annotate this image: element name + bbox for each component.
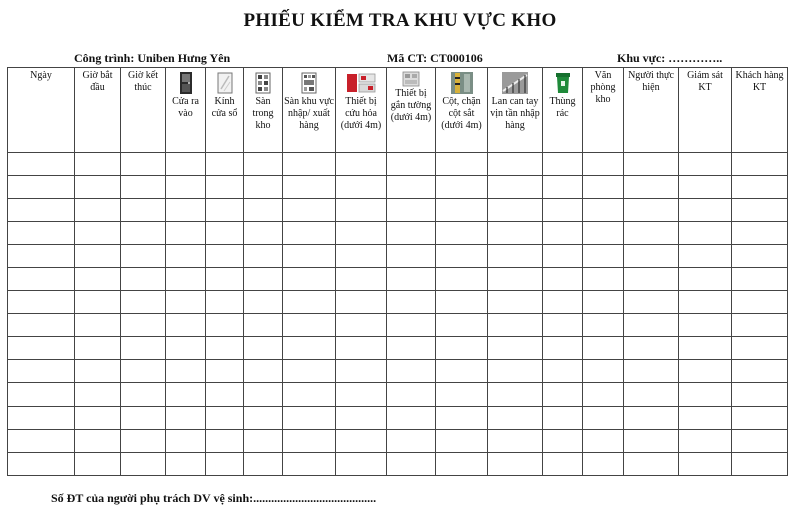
table-cell[interactable] — [206, 153, 244, 176]
col-wall-equipment — [387, 68, 436, 153]
table-cell[interactable] — [543, 429, 583, 452]
table-cell[interactable] — [624, 360, 679, 383]
table-cell[interactable] — [336, 406, 387, 429]
table-cell[interactable] — [283, 291, 336, 314]
table-cell[interactable] — [436, 429, 488, 452]
table-cell[interactable] — [732, 314, 788, 337]
table-row — [8, 360, 788, 383]
col-start-time — [75, 68, 121, 153]
table-cell[interactable] — [166, 176, 206, 199]
table-cell[interactable] — [8, 360, 75, 383]
table-cell[interactable] — [679, 429, 732, 452]
table-cell[interactable] — [543, 222, 583, 245]
table-cell[interactable] — [75, 452, 121, 475]
table-cell[interactable] — [583, 153, 624, 176]
col-end-time — [121, 68, 166, 153]
table-cell[interactable] — [244, 176, 283, 199]
table-cell[interactable] — [121, 291, 166, 314]
col-fire-equipment-label: Thiết bị cứu hỏa (dưới 4m) — [340, 96, 382, 131]
table-cell[interactable] — [583, 222, 624, 245]
table-cell[interactable] — [8, 314, 75, 337]
table-cell[interactable] — [732, 429, 788, 452]
table-cell[interactable] — [336, 383, 387, 406]
table-cell[interactable] — [436, 153, 488, 176]
table-cell[interactable] — [206, 406, 244, 429]
col-loading-area-floor-label: Sàn khu vực nhập/ xuất hàng — [284, 96, 334, 131]
table-cell[interactable] — [75, 406, 121, 429]
col-steel-column — [436, 68, 488, 153]
table-cell[interactable] — [336, 222, 387, 245]
table-cell[interactable] — [121, 383, 166, 406]
table-cell[interactable] — [336, 245, 387, 268]
table-cell[interactable] — [283, 360, 336, 383]
table-cell[interactable] — [244, 222, 283, 245]
table-cell[interactable] — [436, 314, 488, 337]
table-cell[interactable] — [679, 314, 732, 337]
table-cell[interactable] — [244, 360, 283, 383]
header-row — [8, 68, 788, 153]
table-cell[interactable] — [244, 245, 283, 268]
table-cell[interactable] — [283, 153, 336, 176]
table-cell[interactable] — [543, 360, 583, 383]
table-cell[interactable] — [387, 429, 436, 452]
col-technical-supervisor-label: Giám sát KT — [687, 70, 723, 93]
table-cell[interactable] — [8, 337, 75, 360]
table-cell[interactable] — [543, 245, 583, 268]
table-cell[interactable] — [8, 429, 75, 452]
table-cell[interactable] — [583, 337, 624, 360]
table-cell[interactable] — [244, 383, 283, 406]
table-cell[interactable] — [206, 222, 244, 245]
table-cell[interactable] — [583, 406, 624, 429]
table-cell[interactable] — [436, 199, 488, 222]
table-cell[interactable] — [206, 452, 244, 475]
table-cell[interactable] — [436, 245, 488, 268]
table-cell[interactable] — [121, 452, 166, 475]
table-row — [8, 245, 788, 268]
table-cell[interactable] — [283, 222, 336, 245]
table-row — [8, 452, 788, 475]
table-cell[interactable] — [624, 337, 679, 360]
table-cell[interactable] — [166, 406, 206, 429]
table-cell[interactable] — [121, 406, 166, 429]
table-row — [8, 153, 788, 176]
table-cell[interactable] — [166, 245, 206, 268]
table-cell[interactable] — [543, 383, 583, 406]
railing-icon — [501, 71, 529, 95]
col-trash-bin-label: Thùng rác — [549, 96, 576, 119]
table-cell[interactable] — [679, 291, 732, 314]
table-cell[interactable] — [244, 337, 283, 360]
table-cell[interactable] — [8, 153, 75, 176]
table-cell[interactable] — [8, 383, 75, 406]
table-cell[interactable] — [166, 383, 206, 406]
table-cell[interactable] — [283, 314, 336, 337]
phone-contact-line: Số ĐT của người phụ trách DV vệ sinh:......................................... — [51, 491, 377, 505]
table-cell[interactable] — [283, 406, 336, 429]
table-cell[interactable] — [488, 452, 543, 475]
steel-column-icon — [450, 71, 474, 95]
col-start-time-label: Giờ bắt đầu — [82, 70, 113, 93]
table-cell[interactable] — [543, 153, 583, 176]
table-cell[interactable] — [387, 337, 436, 360]
col-loading-area-floor — [283, 68, 336, 153]
table-cell[interactable] — [583, 268, 624, 291]
table-cell[interactable] — [336, 176, 387, 199]
table-cell[interactable] — [8, 245, 75, 268]
table-row — [8, 429, 788, 452]
table-cell[interactable] — [436, 337, 488, 360]
table-cell[interactable] — [436, 383, 488, 406]
table-cell[interactable] — [166, 314, 206, 337]
col-end-time-label: Giờ kết thúc — [127, 70, 158, 93]
wall-equipment-icon — [401, 71, 421, 87]
table-cell[interactable] — [679, 268, 732, 291]
table-cell[interactable] — [488, 406, 543, 429]
table-cell[interactable] — [624, 176, 679, 199]
table-cell[interactable] — [75, 360, 121, 383]
table-cell[interactable] — [283, 337, 336, 360]
table-cell[interactable] — [121, 222, 166, 245]
table-cell[interactable] — [166, 268, 206, 291]
table-cell[interactable] — [488, 429, 543, 452]
table-cell[interactable] — [121, 153, 166, 176]
table-cell[interactable] — [75, 383, 121, 406]
table-row — [8, 314, 788, 337]
table-cell[interactable] — [206, 176, 244, 199]
table-cell[interactable] — [488, 291, 543, 314]
table-cell[interactable] — [488, 360, 543, 383]
table-cell[interactable] — [732, 406, 788, 429]
table-cell[interactable] — [732, 176, 788, 199]
col-trash-bin — [543, 68, 583, 153]
table-cell[interactable] — [75, 291, 121, 314]
table-cell[interactable] — [436, 268, 488, 291]
table-cell[interactable] — [387, 383, 436, 406]
table-cell[interactable] — [336, 153, 387, 176]
table-cell[interactable] — [543, 176, 583, 199]
table-cell[interactable] — [488, 199, 543, 222]
table-cell[interactable] — [75, 199, 121, 222]
table-cell[interactable] — [166, 452, 206, 475]
table-cell[interactable] — [336, 337, 387, 360]
table-row — [8, 176, 788, 199]
table-cell[interactable] — [387, 268, 436, 291]
col-date — [8, 68, 75, 153]
table-cell[interactable] — [583, 360, 624, 383]
table-cell[interactable] — [624, 199, 679, 222]
col-railing-label: Lan can tay vịn tần nhập hàng — [490, 96, 540, 131]
table-cell[interactable] — [121, 360, 166, 383]
table-row — [8, 337, 788, 360]
table-cell[interactable] — [387, 222, 436, 245]
warehouse-floor-icon — [253, 71, 273, 95]
col-warehouse-office — [583, 68, 624, 153]
table-cell[interactable] — [436, 176, 488, 199]
project-code: Mã CT: CT000106 — [387, 51, 483, 65]
table-cell[interactable] — [488, 383, 543, 406]
table-cell[interactable] — [166, 429, 206, 452]
table-cell[interactable] — [336, 291, 387, 314]
table-cell[interactable] — [543, 406, 583, 429]
table-cell[interactable] — [244, 153, 283, 176]
col-warehouse-floor-label: Sàn trong kho — [252, 96, 274, 131]
table-cell[interactable] — [387, 153, 436, 176]
table-cell[interactable] — [732, 383, 788, 406]
table-cell[interactable] — [543, 337, 583, 360]
table-cell[interactable] — [75, 153, 121, 176]
table-cell[interactable] — [543, 314, 583, 337]
table-cell[interactable] — [436, 222, 488, 245]
table-cell[interactable] — [206, 291, 244, 314]
table-cell[interactable] — [8, 222, 75, 245]
table-cell[interactable] — [75, 222, 121, 245]
table-cell[interactable] — [732, 452, 788, 475]
table-cell[interactable] — [244, 199, 283, 222]
table-cell[interactable] — [583, 176, 624, 199]
table-cell[interactable] — [583, 383, 624, 406]
table-cell[interactable] — [436, 360, 488, 383]
table-cell[interactable] — [387, 314, 436, 337]
table-cell[interactable] — [166, 291, 206, 314]
table-cell[interactable] — [679, 452, 732, 475]
table-cell[interactable] — [679, 245, 732, 268]
table-cell[interactable] — [336, 360, 387, 383]
table-cell[interactable] — [679, 222, 732, 245]
project-name: Công trình: Uniben Hưng Yên — [74, 51, 231, 65]
door-icon — [176, 71, 196, 95]
table-cell[interactable] — [121, 429, 166, 452]
table-cell[interactable] — [121, 337, 166, 360]
table-cell[interactable] — [679, 176, 732, 199]
table-cell[interactable] — [244, 291, 283, 314]
fire-equipment-icon — [346, 71, 376, 95]
table-row — [8, 291, 788, 314]
table-cell[interactable] — [488, 268, 543, 291]
col-door — [166, 68, 206, 153]
table-cell[interactable] — [8, 268, 75, 291]
col-warehouse-office-label: Văn phòng kho — [590, 70, 616, 105]
table-cell[interactable] — [679, 153, 732, 176]
table-cell[interactable] — [8, 176, 75, 199]
col-client-check-label: Khách hàng KT — [735, 70, 784, 93]
table-cell[interactable] — [283, 429, 336, 452]
table-cell[interactable] — [244, 429, 283, 452]
table-cell[interactable] — [166, 199, 206, 222]
table-row — [8, 406, 788, 429]
table-cell[interactable] — [488, 153, 543, 176]
table-cell[interactable] — [624, 429, 679, 452]
table-cell[interactable] — [387, 360, 436, 383]
table-cell[interactable] — [488, 176, 543, 199]
table-cell[interactable] — [624, 268, 679, 291]
col-client-check — [732, 68, 788, 153]
inspection-table — [7, 67, 788, 476]
table-cell[interactable] — [732, 153, 788, 176]
table-cell[interactable] — [206, 245, 244, 268]
col-window-glass — [206, 68, 244, 153]
table-cell[interactable] — [8, 199, 75, 222]
table-cell[interactable] — [75, 176, 121, 199]
table-cell[interactable] — [732, 337, 788, 360]
table-cell[interactable] — [166, 360, 206, 383]
table-cell[interactable] — [488, 314, 543, 337]
col-performer — [624, 68, 679, 153]
table-cell[interactable] — [624, 245, 679, 268]
table-cell[interactable] — [206, 360, 244, 383]
table-cell[interactable] — [206, 268, 244, 291]
table-cell[interactable] — [583, 314, 624, 337]
table-cell[interactable] — [583, 291, 624, 314]
table-cell[interactable] — [387, 176, 436, 199]
table-cell[interactable] — [583, 452, 624, 475]
area-field: Khu vực: ………….. — [617, 51, 723, 65]
col-door-label: Cửa ra vào — [172, 96, 199, 119]
table-cell[interactable] — [488, 222, 543, 245]
table-cell[interactable] — [387, 199, 436, 222]
table-cell[interactable] — [436, 452, 488, 475]
col-warehouse-floor — [244, 68, 283, 153]
table-cell[interactable] — [206, 337, 244, 360]
table-cell[interactable] — [387, 245, 436, 268]
table-cell[interactable] — [166, 337, 206, 360]
table-cell[interactable] — [283, 452, 336, 475]
table-cell[interactable] — [336, 268, 387, 291]
table-cell[interactable] — [583, 199, 624, 222]
table-cell[interactable] — [732, 291, 788, 314]
table-cell[interactable] — [679, 199, 732, 222]
table-cell[interactable] — [75, 429, 121, 452]
table-row — [8, 222, 788, 245]
table-cell[interactable] — [679, 383, 732, 406]
table-cell[interactable] — [244, 314, 283, 337]
table-cell[interactable] — [244, 268, 283, 291]
table-cell[interactable] — [387, 406, 436, 429]
table-cell[interactable] — [206, 199, 244, 222]
table-cell[interactable] — [624, 383, 679, 406]
table-body — [8, 153, 788, 476]
table-cell[interactable] — [8, 406, 75, 429]
table-cell[interactable] — [543, 268, 583, 291]
col-steel-column-label: Cột, chặn cột sắt (dưới 4m) — [441, 96, 482, 131]
table-cell[interactable] — [336, 314, 387, 337]
table-cell[interactable] — [75, 245, 121, 268]
table-cell[interactable] — [121, 199, 166, 222]
table-row — [8, 383, 788, 406]
table-cell[interactable] — [75, 268, 121, 291]
table-cell[interactable] — [121, 268, 166, 291]
table-cell[interactable] — [206, 383, 244, 406]
table-cell[interactable] — [583, 429, 624, 452]
table-cell[interactable] — [75, 314, 121, 337]
table-cell[interactable] — [283, 176, 336, 199]
table-cell[interactable] — [624, 314, 679, 337]
loading-area-floor-icon — [299, 71, 319, 95]
table-cell[interactable] — [283, 199, 336, 222]
table-cell[interactable] — [624, 222, 679, 245]
glass-window-icon — [215, 71, 235, 95]
table-cell[interactable] — [624, 406, 679, 429]
col-technical-supervisor — [679, 68, 732, 153]
table-cell[interactable] — [624, 452, 679, 475]
trash-bin-icon — [553, 71, 573, 95]
table-cell[interactable] — [488, 337, 543, 360]
table-cell[interactable] — [624, 291, 679, 314]
table-cell[interactable] — [336, 452, 387, 475]
col-performer-label: Người thực hiện — [628, 70, 674, 93]
table-row — [8, 268, 788, 291]
table-cell[interactable] — [8, 452, 75, 475]
table-cell[interactable] — [121, 245, 166, 268]
table-cell[interactable] — [732, 268, 788, 291]
table-cell[interactable] — [336, 429, 387, 452]
col-railing — [488, 68, 543, 153]
table-cell[interactable] — [732, 199, 788, 222]
table-cell[interactable] — [436, 291, 488, 314]
table-cell[interactable] — [283, 383, 336, 406]
table-cell[interactable] — [336, 199, 387, 222]
col-wall-equipment-label: Thiết bị gắn tường (dưới 4m) — [390, 88, 432, 123]
col-window-glass-label: Kính cửa sổ — [211, 96, 238, 119]
table-cell[interactable] — [166, 222, 206, 245]
table-cell[interactable] — [679, 406, 732, 429]
table-cell[interactable] — [244, 406, 283, 429]
table-cell[interactable] — [543, 199, 583, 222]
table-cell[interactable] — [283, 268, 336, 291]
table-cell[interactable] — [387, 291, 436, 314]
table-cell[interactable] — [624, 153, 679, 176]
table-cell[interactable] — [206, 314, 244, 337]
table-cell[interactable] — [488, 245, 543, 268]
col-date-label: Ngày — [30, 70, 52, 81]
table-cell[interactable] — [8, 291, 75, 314]
table-cell[interactable] — [679, 360, 732, 383]
table-cell[interactable] — [121, 314, 166, 337]
table-row — [8, 199, 788, 222]
table-cell[interactable] — [75, 337, 121, 360]
form-title: PHIẾU KIỂM TRA KHU VỰC KHO — [243, 10, 557, 31]
table-cell[interactable] — [543, 291, 583, 314]
table-cell[interactable] — [543, 452, 583, 475]
table-cell[interactable] — [166, 153, 206, 176]
table-cell[interactable] — [121, 176, 166, 199]
table-cell[interactable] — [436, 406, 488, 429]
table-cell[interactable] — [283, 245, 336, 268]
table-cell[interactable] — [206, 429, 244, 452]
table-cell[interactable] — [387, 452, 436, 475]
table-cell[interactable] — [732, 222, 788, 245]
table-cell[interactable] — [679, 337, 732, 360]
table-cell[interactable] — [583, 245, 624, 268]
table-cell[interactable] — [732, 245, 788, 268]
table-cell[interactable] — [244, 452, 283, 475]
table-cell[interactable] — [732, 360, 788, 383]
col-fire-equipment — [336, 68, 387, 153]
